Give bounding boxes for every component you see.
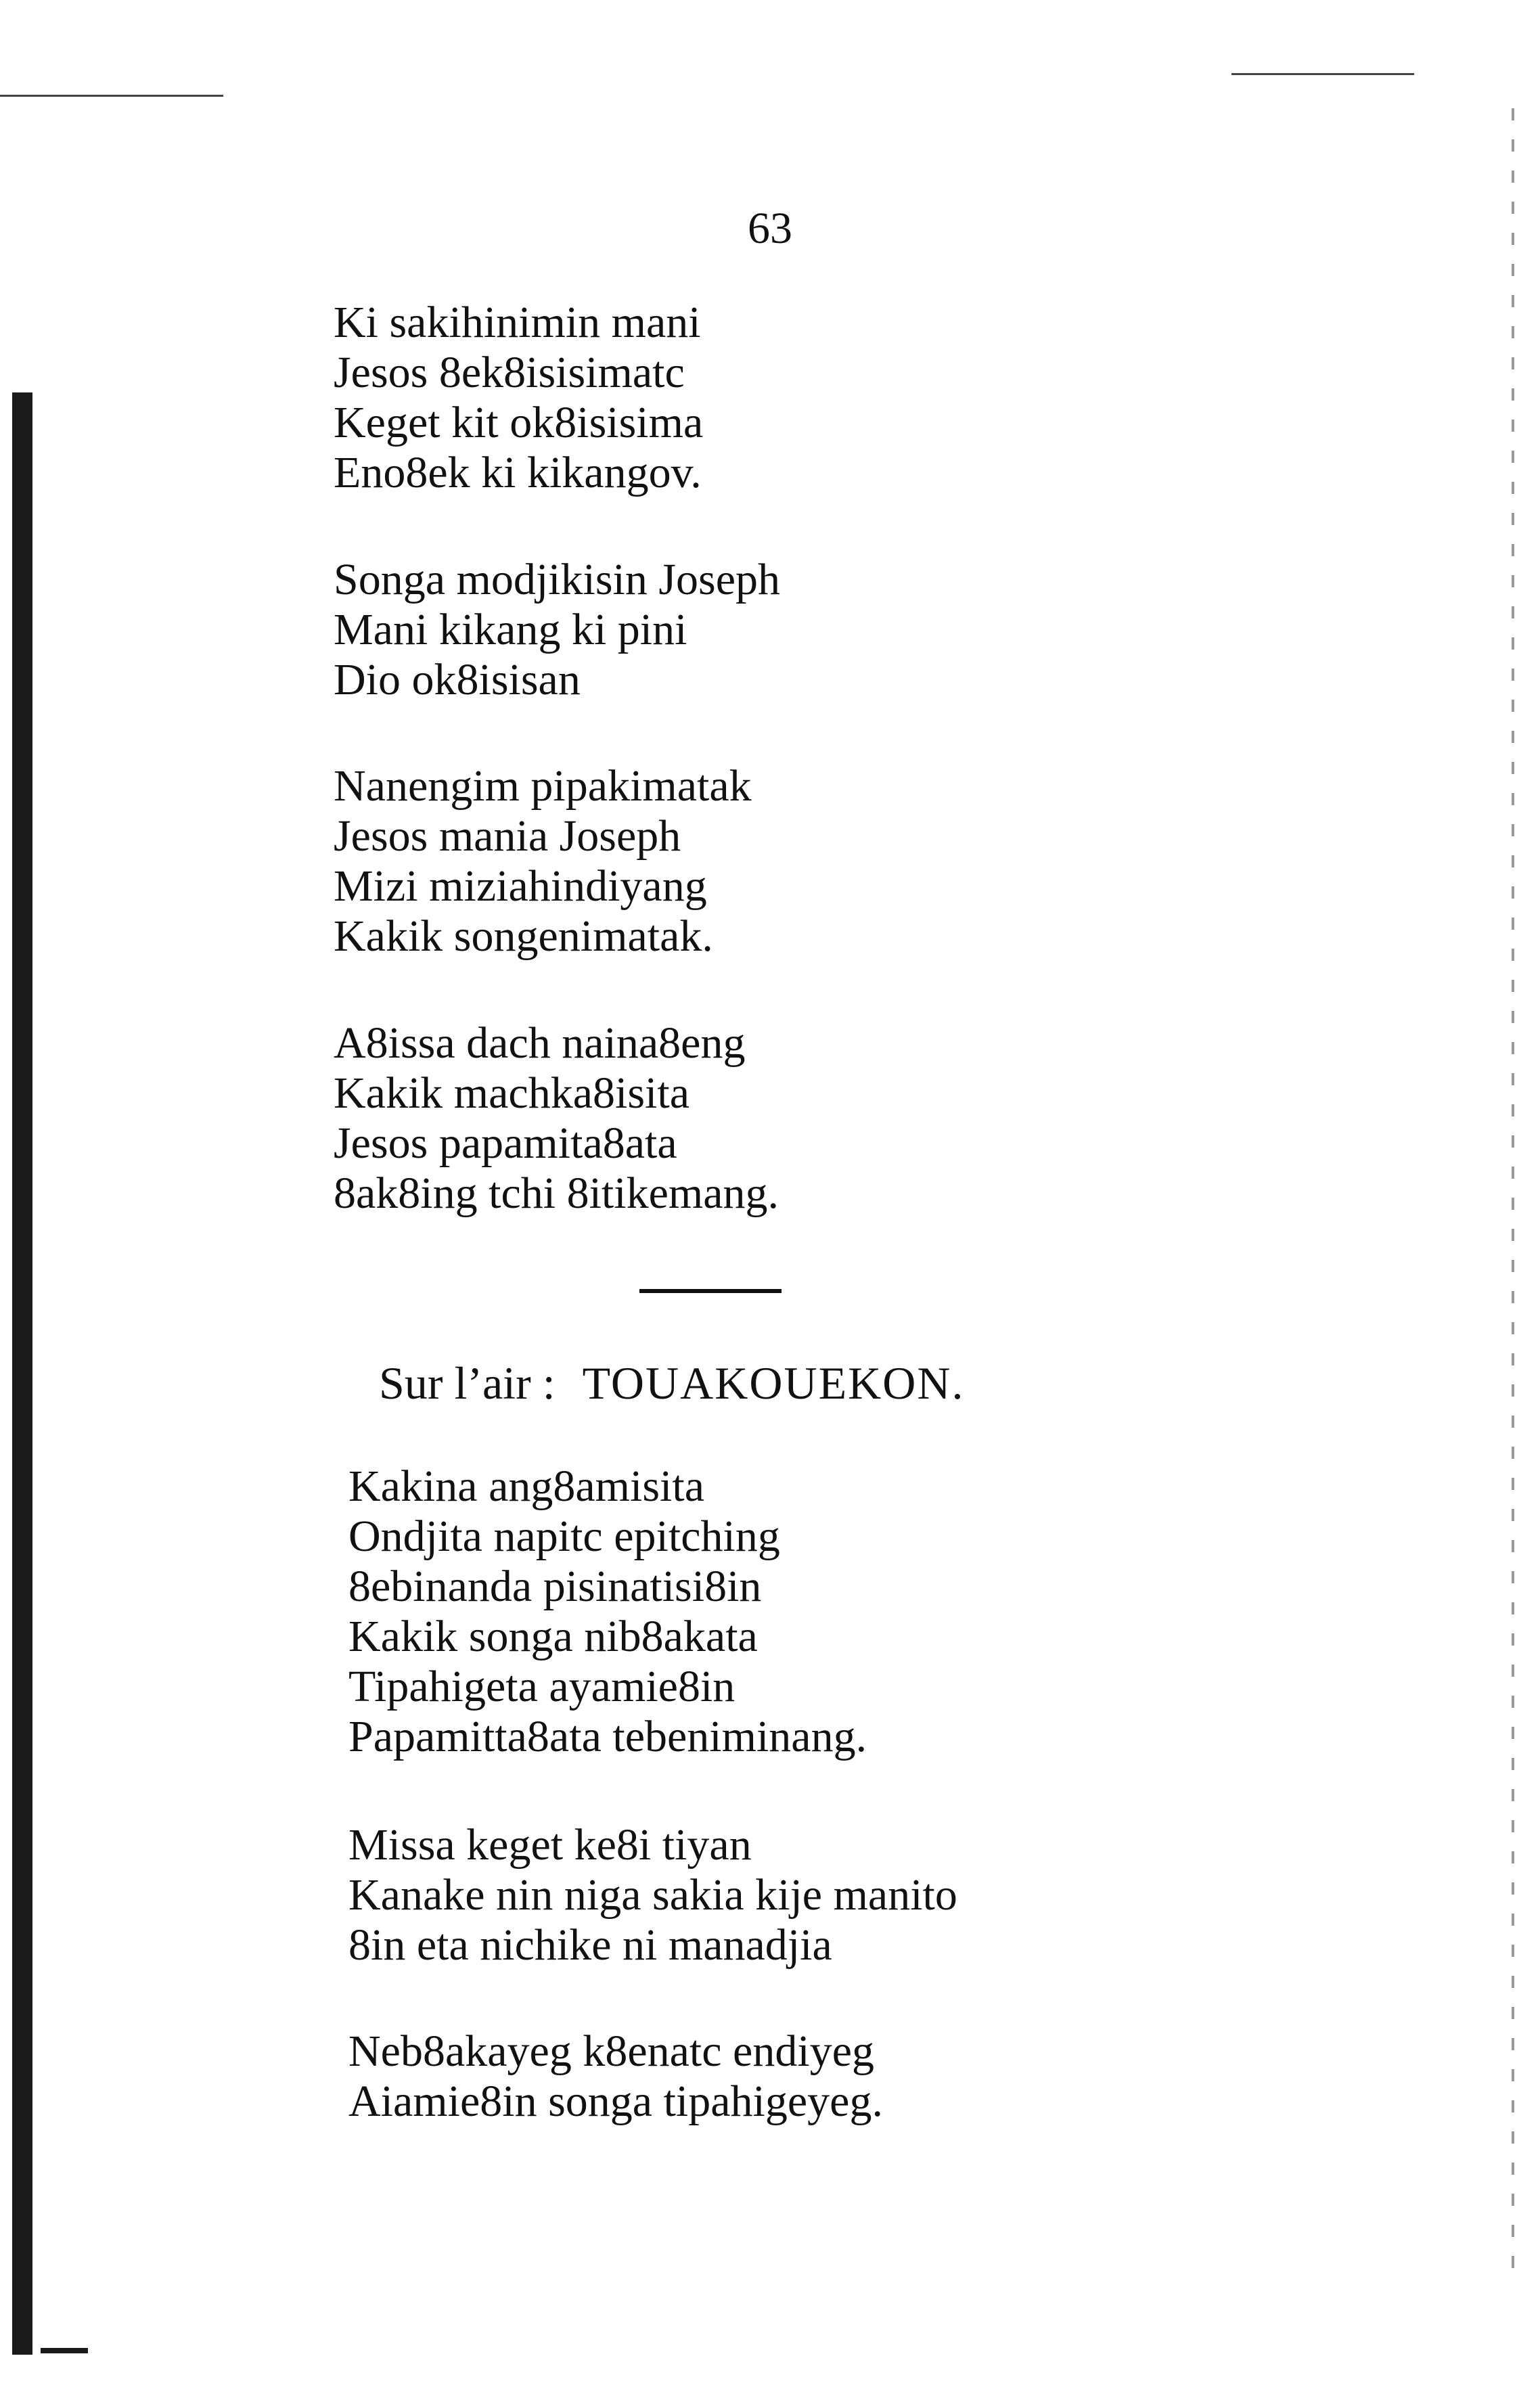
- verse-line: Kakina ang8amisita: [348, 1462, 705, 1511]
- page-edge-shadow: [1512, 108, 1514, 2273]
- verse-line: Ki sakihinimin mani: [334, 298, 701, 347]
- stanza-1: [334, 298, 703, 498]
- page-number: 63: [748, 204, 792, 253]
- verse-line: Kakik songa nib8akata: [348, 1612, 758, 1661]
- verse-line: Kakik songenimatak.: [334, 911, 713, 961]
- stanza-3: [334, 761, 752, 962]
- verse-line: Kakik machka8isita: [334, 1068, 690, 1118]
- verse-line: Jesos papamita8ata: [334, 1118, 677, 1168]
- verse-line: Songa modjikisin Joseph: [334, 555, 781, 604]
- verse-line: Eno8ek ki kikangov.: [334, 448, 702, 497]
- verse-line: A8issa dach naina8eng: [334, 1018, 746, 1068]
- verse-line: Missa keget ke8i tiyan: [348, 1820, 752, 1870]
- verse-line: Dio ok8isisan: [334, 655, 581, 704]
- verse-line: Keget kit ok8isisima: [334, 398, 704, 447]
- verse-line: Mizi miziahindiyang: [334, 861, 707, 911]
- stanza-2: [334, 555, 780, 705]
- stanza-7: [348, 2027, 883, 2127]
- stanza-5: [348, 1462, 867, 1762]
- verse-line: Nanengim pipakimatak: [334, 761, 752, 811]
- verse-line: 8ebinanda pisinatisi8in: [348, 1562, 762, 1611]
- verse-line: Mani kikang ki pini: [334, 605, 687, 654]
- scan-edge-line-left: [0, 95, 223, 97]
- air-heading: [379, 1357, 964, 1410]
- binding-shadow: [12, 392, 32, 2355]
- verse-line: Ondjita napitc epitching: [348, 1512, 780, 1561]
- verse-line: Neb8akayeg k8enatc endiyeg: [348, 2027, 874, 2076]
- verse-line: Jesos mania Joseph: [334, 811, 681, 861]
- verse-line: Jesos 8ek8isisimatc: [334, 348, 685, 397]
- section-separator-rule: [639, 1289, 782, 1293]
- verse-line: Aiamie8in songa tipahigeyeg.: [348, 2077, 883, 2126]
- air-label: Sur l’air :: [379, 1357, 556, 1409]
- verse-line: 8ak8ing tchi 8itikemang.: [334, 1169, 779, 1218]
- binding-shadow-foot: [41, 2348, 88, 2353]
- stanza-6: [348, 1820, 957, 1970]
- verse-line: Tipahigeta ayamie8in: [348, 1662, 735, 1711]
- air-tune-name: TOUAKOUEKON.: [582, 1357, 965, 1409]
- stanza-4: [334, 1018, 779, 1219]
- verse-line: Kanake nin niga sakia kije manito: [348, 1870, 957, 1920]
- verse-line: Papamitta8ata tebeniminang.: [348, 1712, 867, 1761]
- scan-edge-line-right: [1231, 73, 1414, 75]
- verse-line: 8in eta nichike ni manadjia: [348, 1920, 832, 1970]
